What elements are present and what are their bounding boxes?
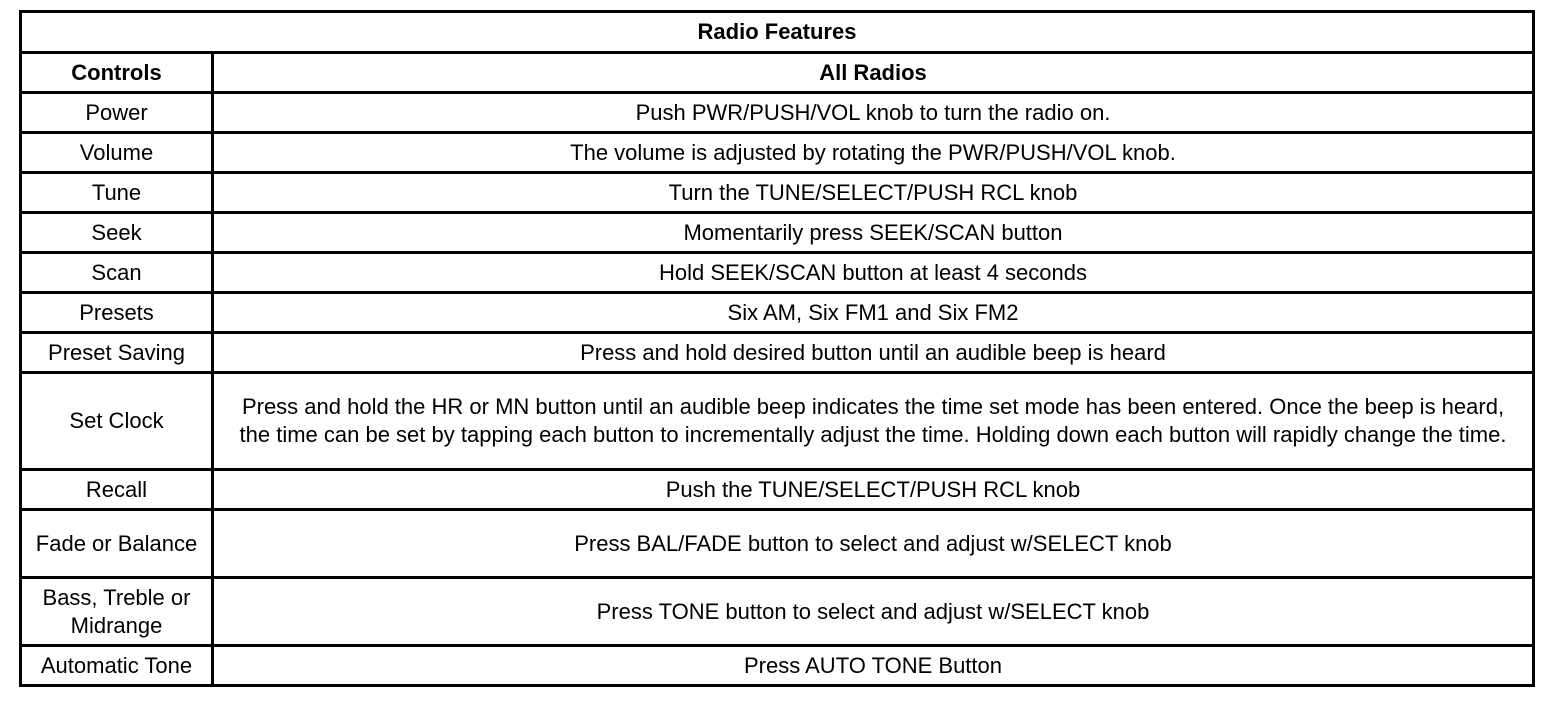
column-header-all-radios: All Radios: [213, 53, 1534, 93]
description-cell: Press TONE button to select and adjust w/SELECT knob: [213, 578, 1534, 646]
table-row: [21, 93, 1534, 133]
table-row: [21, 646, 1534, 686]
control-cell: Power: [21, 93, 213, 133]
control-cell: Fade or Balance: [21, 510, 213, 578]
control-cell: Scan: [21, 253, 213, 293]
description-cell: The volume is adjusted by rotating the PWR/PUSH/VOL knob.: [213, 133, 1534, 173]
table-row: [21, 578, 1534, 646]
control-cell: Volume: [21, 133, 213, 173]
table-row: [21, 510, 1534, 578]
column-header-controls: Controls: [21, 53, 213, 93]
description-cell: Press and hold desired button until an audible beep is heard: [213, 333, 1534, 373]
radio-features-table: [19, 10, 1535, 687]
control-cell: Seek: [21, 213, 213, 253]
table-row: [21, 470, 1534, 510]
table-row: [21, 293, 1534, 333]
control-cell: Tune: [21, 173, 213, 213]
control-cell: Automatic Tone: [21, 646, 213, 686]
control-cell: Recall: [21, 470, 213, 510]
table-row: [21, 133, 1534, 173]
description-cell: Press BAL/FADE button to select and adjust w/SELECT knob: [213, 510, 1534, 578]
description-cell: Six AM, Six FM1 and Six FM2: [213, 293, 1534, 333]
description-cell: Push PWR/PUSH/VOL knob to turn the radio on.: [213, 93, 1534, 133]
description-cell: Press AUTO TONE Button: [213, 646, 1534, 686]
description-cell: Momentarily press SEEK/SCAN button: [213, 213, 1534, 253]
table-row: [21, 173, 1534, 213]
description-cell: Press and hold the HR or MN button until an audible beep indicates the time set mode has been entered. Once the beep is heard, the time can be set by tapping each button to incrementally adjust the time. Holding down each button will rapidly change the time.: [213, 373, 1534, 470]
description-cell: Turn the TUNE/SELECT/PUSH RCL knob: [213, 173, 1534, 213]
table-row: [21, 253, 1534, 293]
control-cell: Bass, Treble or Midrange: [21, 578, 213, 646]
control-cell: Presets: [21, 293, 213, 333]
table-row: [21, 373, 1534, 470]
control-cell: Set Clock: [21, 373, 213, 470]
description-cell: Hold SEEK/SCAN button at least 4 seconds: [213, 253, 1534, 293]
control-cell: Preset Saving: [21, 333, 213, 373]
table-title-row: [21, 12, 1534, 53]
table-row: [21, 333, 1534, 373]
radio-features-table-container: [19, 10, 1532, 687]
table-header-row: [21, 53, 1534, 93]
description-cell: Push the TUNE/SELECT/PUSH RCL knob: [213, 470, 1534, 510]
table-row: [21, 213, 1534, 253]
table-title: Radio Features: [21, 12, 1534, 53]
